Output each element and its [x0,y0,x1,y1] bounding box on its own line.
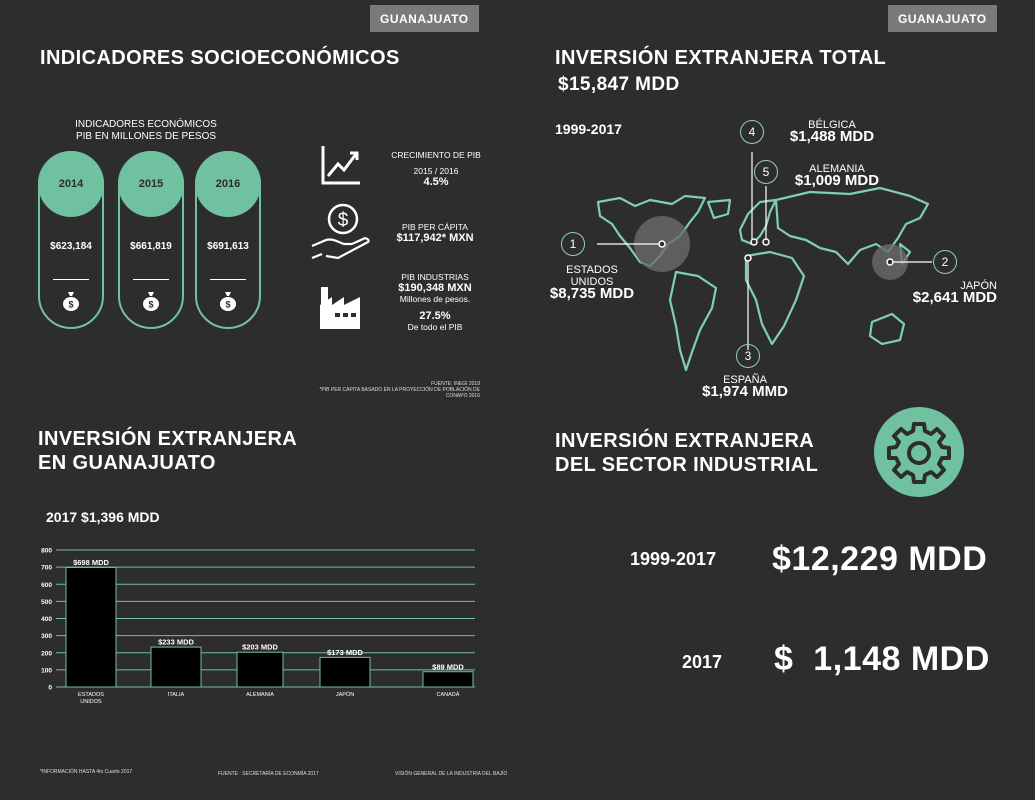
gear-icon [874,407,964,497]
percapita-indicator [375,222,495,244]
y-tick-label: 800 [41,547,52,555]
money-bag-icon [217,290,239,312]
country-belgium [780,119,884,143]
total-title: INVERSIÓN EXTRANJERA TOTAL [555,47,887,69]
pill-year: 2014 [38,151,104,217]
industrial-value-2: $ 1,148 MDD [774,640,990,678]
bar [237,652,283,687]
chart-bars [66,567,473,687]
country-name-line2: UNIDOS [570,276,614,288]
x-tick-label: CANADÁ [436,692,460,698]
data-label: $233 MDD [158,637,194,647]
country-name: ESPAÑA [723,374,767,386]
pill-divider [210,279,246,280]
money-bag-icon [60,290,82,312]
gto-bar-chart [20,540,490,715]
y-tick-label: 100 [41,667,52,675]
pib-pill-2014 [38,151,104,329]
growth-value: 4.5% [423,176,449,188]
y-tick-label: 0 [48,684,52,692]
socio-subtitle-line2: PIB EN MILLONES DE PESOS [75,131,217,142]
country-japan [895,280,997,304]
country-germany [784,163,890,187]
svg-text:$: $ [68,299,74,310]
growth-chart-icon [320,144,362,186]
socio-title: INDICADORES SOCIOECONÓMICOS [40,47,400,69]
socio-source-line2: *PIB PER CÁPITA BASADO EN LA PROYECCIÓN DE POBLACIÓN DE CONAPO 2016 [319,387,480,399]
footer-right: VISIÓN GENERAL DE LA INDUSTRIA DEL BAJÍO [395,771,508,777]
data-label: $89 MDD [432,662,464,672]
dollar-hand-icon [308,202,374,264]
y-tick-label: 300 [41,633,52,641]
industry-share: 27.5% [419,310,451,322]
data-label: $203 MDD [242,642,278,652]
pill-year: 2015 [118,151,184,217]
x-tick-label: ALEMANIA [246,692,274,698]
pill-divider [53,279,89,280]
socio-subtitle [40,119,252,143]
money-bag-icon [140,290,162,312]
gto-source: FUENTE : SECRETARÍA DE ECONMÍA 2017 [218,771,319,777]
x-tick-label: ITALIA [167,692,185,698]
y-tick-label: 700 [41,564,52,572]
country-value: $2,641 MDD [912,289,997,306]
socio-source-line1: FUENTE: INEGI 2018 [431,381,480,387]
map-marker-5: 5 [754,160,778,184]
country-spain [694,374,796,398]
map-marker-1: 1 [561,232,585,256]
industrial-title [555,429,818,477]
pill-year: 2016 [195,151,261,217]
industrial-value-1: $12,229 MDD [772,540,988,578]
percapita-value: $117,942* MXN [396,232,474,244]
region-tag-right: GUANAJUATO [888,5,997,32]
growth-indicator [380,150,492,188]
svg-text:$: $ [148,299,154,310]
country-name: BÉLGICA [808,119,856,131]
x-tick-label: ESTADOS [78,692,104,698]
gto-footnote: *INFORMACIÓN HASTA 4to Cuarto 2017 [40,769,133,775]
country-usa [542,264,642,300]
region-tag-left: GUANAJUATO [370,5,479,32]
bar [151,647,201,687]
pill-divider [133,279,169,280]
country-value: $1,009 MDD [794,172,880,189]
industry-value: $190,348 MXN [398,282,472,294]
data-label: $698 MDD [73,557,109,567]
gear-badge [874,407,964,497]
growth-label: CRECIMIENTO DE PIB [391,150,481,160]
pib-pill-2016 [195,151,261,329]
country-name: ALEMANIA [809,163,865,175]
y-tick-label: 400 [41,616,52,623]
y-tick-label: 200 [41,650,52,658]
map-marker-4: 4 [740,120,764,144]
bar [320,657,370,687]
bar [423,672,473,687]
country-value: $1,488 MDD [789,128,875,145]
country-value: $1,974 MMD [702,383,788,400]
factory-icon [318,283,362,331]
industrial-title-line2: DEL SECTOR INDUSTRIAL [555,454,819,476]
gto-title-line2: EN GUANAJUATO [38,452,216,474]
country-value: $8,735 MDD [549,285,635,302]
map-marker-3: 3 [736,344,760,368]
total-period: 1999-2017 [555,121,622,137]
total-amount: $15,847 MDD [558,74,680,95]
pill-value: $661,819 [130,241,172,252]
growth-period: 2015 / 2016 [413,166,459,176]
map-marker-2: 2 [933,250,957,274]
y-tick-label: 500 [41,598,52,606]
pib-pill-2015 [118,151,184,329]
data-label: $173 MDD [327,647,363,657]
industry-indicator [375,272,495,333]
country-name-line1: ESTADOS [566,264,618,276]
industrial-title-line1: INVERSIÓN EXTRANJERA [555,430,815,452]
y-tick-label: 600 [41,581,52,589]
bar [66,567,116,687]
gto-title-line1: INVERSIÓN EXTRANJERA [38,428,298,450]
gto-title [38,427,297,475]
industrial-period-1: 1999-2017 [630,549,717,569]
x-tick-label: UNIDOS [80,699,102,705]
x-tick-label: JAPÓN [335,692,355,698]
socio-source [300,381,480,399]
industry-share-note: De todo el PIB [407,322,463,332]
svg-text:$: $ [337,210,349,231]
industry-unit: Millones de pesos. [399,294,471,304]
svg-text:$: $ [225,299,231,310]
pill-value: $691,613 [207,241,249,252]
pill-value: $623,184 [50,241,92,252]
country-name: JAPÓN [960,280,997,292]
gto-year-total: 2017 $1,396 MDD [46,509,160,525]
industry-label: PIB INDUSTRIAS [401,272,469,282]
socio-subtitle-line1: INDICADORES ECONÓMICOS [75,119,217,130]
percapita-label: PIB PER CÁPITA [402,222,468,232]
industrial-period-2: 2017 [682,652,723,672]
